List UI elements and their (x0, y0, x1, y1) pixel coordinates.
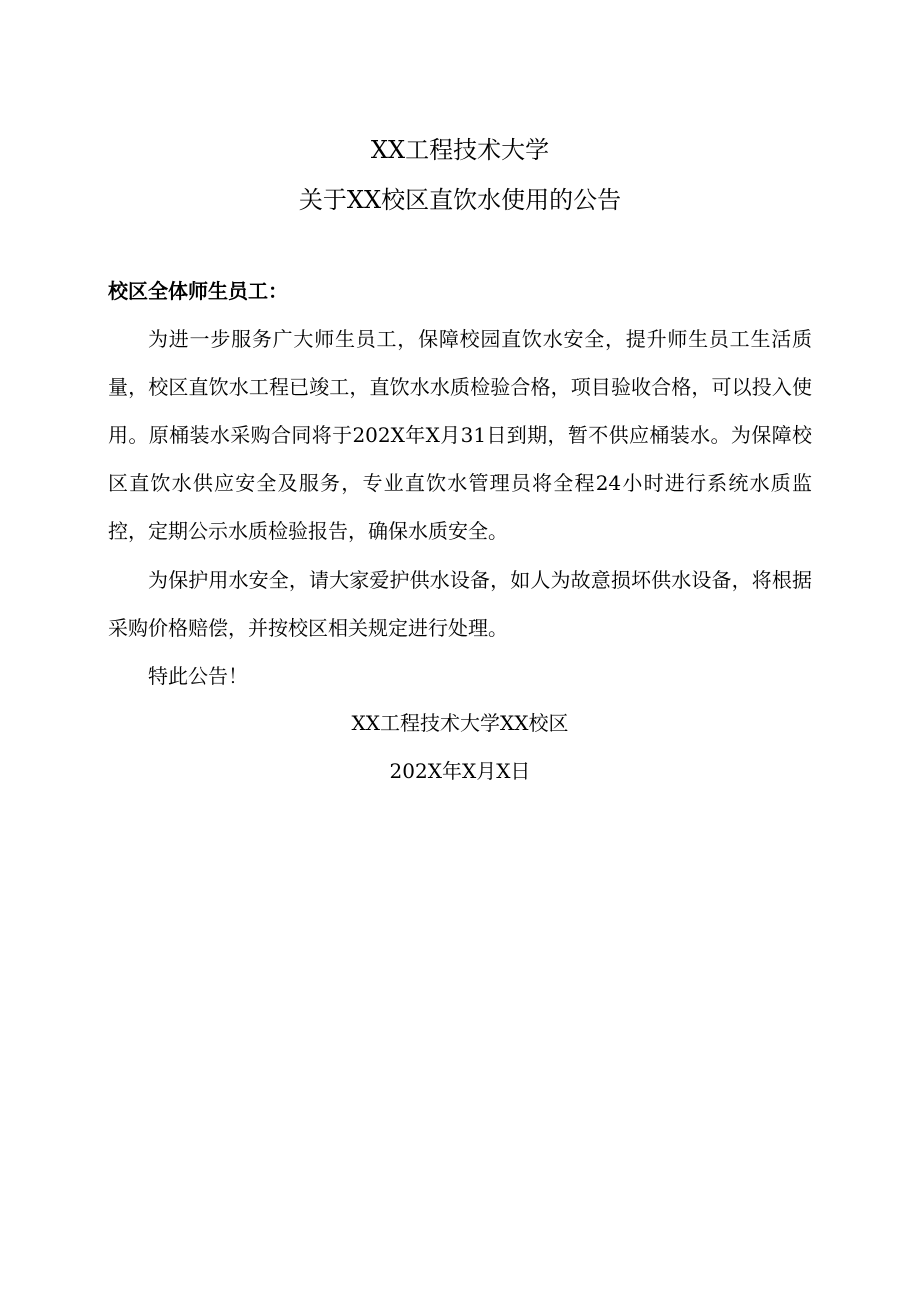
document-subtitle: 关于XX校区直饮水使用的公告 (298, 186, 622, 214)
signature-date: 202X年X月X日 (389, 759, 531, 783)
signature-issuer: XX工程技术大学XX校区 (351, 711, 569, 735)
document-title: XX工程技术大学 (370, 136, 550, 164)
salutation: 校区全体师生员工： (108, 279, 288, 303)
paragraph-protect-equipment: 为保护用水安全，请大家爱护供水设备，如人为故意损坏供水设备，将根据采购价格赔偿，并按校区相关规定进行处理。 (108, 568, 812, 640)
paragraph-notice-body: 为进一步服务广大师生员工，保障校园直饮水安全，提升师生员工生活质量，校区直饮水工程已竣工，直饮水水质检验合格，项目验收合格，可以投入使用。原桶装水采购合同将于202X年X月31日到期，暂不供应桶装水。为保障校区直饮水供应安全及服务，专业直饮水管理员将全程24小时进行系统水质监控，定期公示水质检验报告，确保水质安全。 (108, 327, 812, 543)
paragraph-closing: 特此公告！ (148, 664, 248, 688)
